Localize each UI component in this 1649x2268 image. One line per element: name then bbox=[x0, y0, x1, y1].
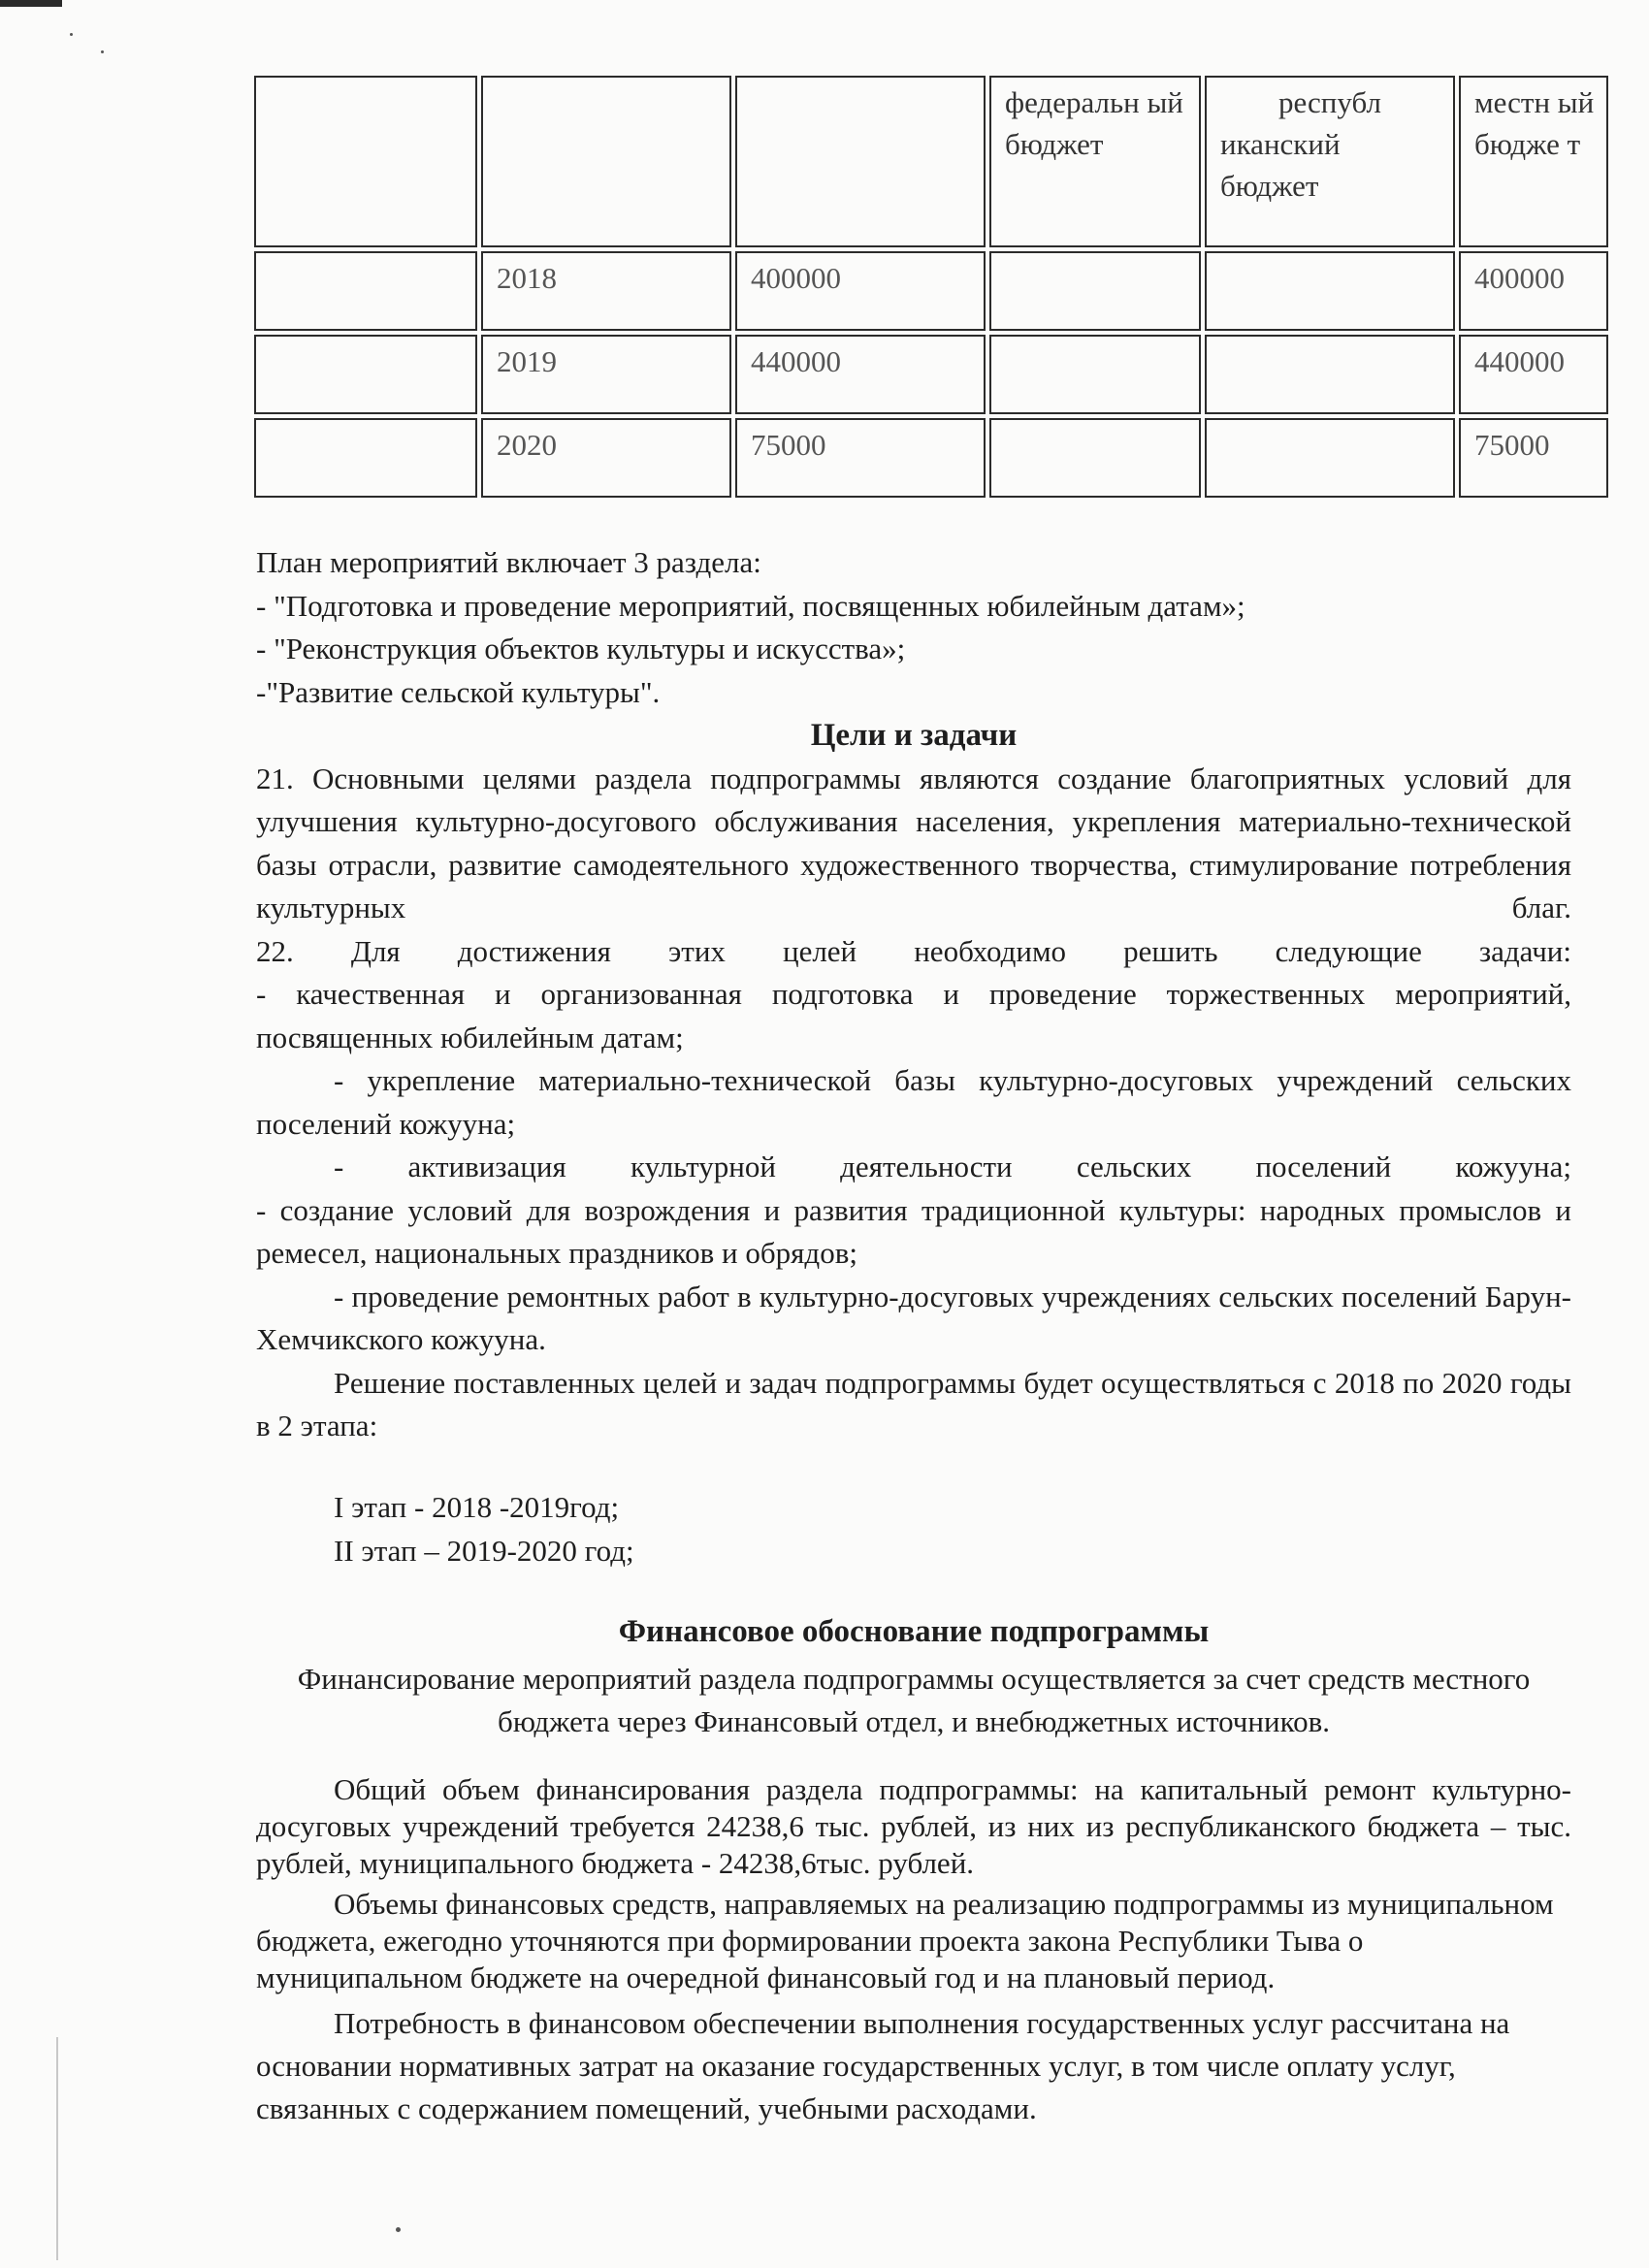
finance-paragraph-3: Объемы финансовых средств, направляемых на реализацию подпрограммы из муниципальном бюджета, ежегодно уточняются при формировании проекта закона Республики Тыва о муниципальном бюджете на очередной финансовый год и на плановый период. bbox=[256, 1887, 1554, 1994]
federal-cell bbox=[989, 418, 1201, 498]
republic-cell bbox=[1205, 251, 1455, 331]
paragraph-22: 22. Для достижения этих целей необходимо решить следующие задачи: bbox=[256, 933, 1571, 968]
total-cell: 75000 bbox=[735, 418, 986, 498]
finance-heading: Финансовое обоснование подпрограммы bbox=[618, 1614, 1210, 1649]
stage-item: I этап - 2018 -2019год; bbox=[334, 1490, 620, 1524]
federal-cell bbox=[989, 335, 1201, 414]
header-cell bbox=[481, 76, 731, 247]
stages-list bbox=[256, 1486, 1571, 1572]
total-cell: 440000 bbox=[735, 335, 986, 414]
republic-cell bbox=[1205, 335, 1455, 414]
stage-item: II этап – 2019-2020 год; bbox=[334, 1533, 634, 1568]
scan-speck bbox=[396, 2227, 401, 2232]
finance-details bbox=[256, 1771, 1571, 2130]
plan-item: -"Развитие сельской культуры". bbox=[256, 674, 661, 709]
plan-intro: План мероприятий включает 3 раздела: bbox=[256, 545, 761, 579]
table-cell bbox=[254, 418, 477, 498]
plan-item: - "Реконструкция объектов культуры и искусства»; bbox=[256, 632, 906, 665]
year-cell: 2018 bbox=[481, 251, 731, 331]
scan-speck bbox=[70, 33, 73, 36]
paragraph-21: 21. Основными целями раздела подпрограммы являются создание благоприятных условий для улучшения культурно-досугового обслуживания населения, укрепления материально-технической базы отрасли, развитие самодеятельного художественного творчества, стимулирование потребления культурных благ. bbox=[256, 761, 1571, 924]
scan-corner-mark bbox=[0, 0, 62, 7]
goals-heading: Цели и задачи bbox=[810, 718, 1018, 753]
table-cell bbox=[254, 251, 477, 331]
task-item: - качественная и организованная подготовка и проведение торжественных мероприятий, посвященных юбилейным датам; bbox=[256, 977, 1571, 1054]
table-row bbox=[254, 418, 1608, 498]
plan-item: - "Подготовка и проведение мероприятий, посвященных юбилейным датам»; bbox=[256, 588, 1245, 623]
goals-section bbox=[256, 714, 1571, 1448]
table-header-row bbox=[254, 76, 1608, 247]
task-item: - активизация культурной деятельности сельских поселений кожууна; bbox=[334, 1150, 1571, 1183]
finance-paragraph-1: Финансирование мероприятий раздела подпрограммы осуществляется за счет средств местного бюджета через Финансовый отдел, и внебюджетных источников. bbox=[297, 1661, 1531, 1738]
federal-cell bbox=[989, 251, 1201, 331]
table-cell bbox=[254, 335, 477, 414]
local-cell: 400000 bbox=[1459, 251, 1608, 331]
task-item: - создание условий для возрождения и развития традиционной культуры: народных промыслов и ремесел, национальных праздников и обрядов; bbox=[256, 1192, 1571, 1270]
header-cell-republic: республ иканский бюджет bbox=[1205, 76, 1455, 247]
table-row bbox=[254, 335, 1608, 414]
header-cell-federal: федеральн ый бюджет bbox=[989, 76, 1201, 247]
republic-cell bbox=[1205, 418, 1455, 498]
financing-table bbox=[250, 72, 1612, 502]
finance-paragraph-2: Общий объем финансирования раздела подпрограммы: на капитальный ремонт культурно-досуговых учреждений требуется 24238,6 тыс. рублей, из них из республиканского бюджета – тыс. рублей, муниципального бюджета - 24238,6тыс. рублей. bbox=[256, 1772, 1571, 1880]
local-cell: 440000 bbox=[1459, 335, 1608, 414]
task-item: - проведение ремонтных работ в культурно-досуговых учреждениях сельских поселений Барун-Хемчикского кожууна. bbox=[256, 1279, 1571, 1356]
plan-section bbox=[256, 541, 1571, 714]
header-cell bbox=[254, 76, 477, 247]
scan-edge-line bbox=[56, 2037, 58, 2260]
total-cell: 400000 bbox=[735, 251, 986, 331]
task-item: - укрепление материально-технической базы культурно-досуговых учреждений сельских поселений кожууна; bbox=[256, 1063, 1571, 1141]
header-cell-local: местн ый бюдже т bbox=[1459, 76, 1608, 247]
header-cell bbox=[735, 76, 986, 247]
local-cell: 75000 bbox=[1459, 418, 1608, 498]
finance-paragraph-4: Потребность в финансовом обеспечении выполнения государственных услуг рассчитана на основании нормативных затрат на оказание государственных услуг, в том числе оплату услуг, связанных с содержанием помещений, учебными расходами. bbox=[256, 2006, 1510, 2125]
scan-speck bbox=[101, 50, 104, 53]
stages-intro: Решение поставленных целей и задач подпрограммы будет осуществляться с 2018 по 2020 годы в 2 этапа: bbox=[256, 1365, 1571, 1442]
year-cell: 2020 bbox=[481, 418, 731, 498]
year-cell: 2019 bbox=[481, 335, 731, 414]
finance-section bbox=[256, 1610, 1571, 1744]
table-row bbox=[254, 251, 1608, 331]
